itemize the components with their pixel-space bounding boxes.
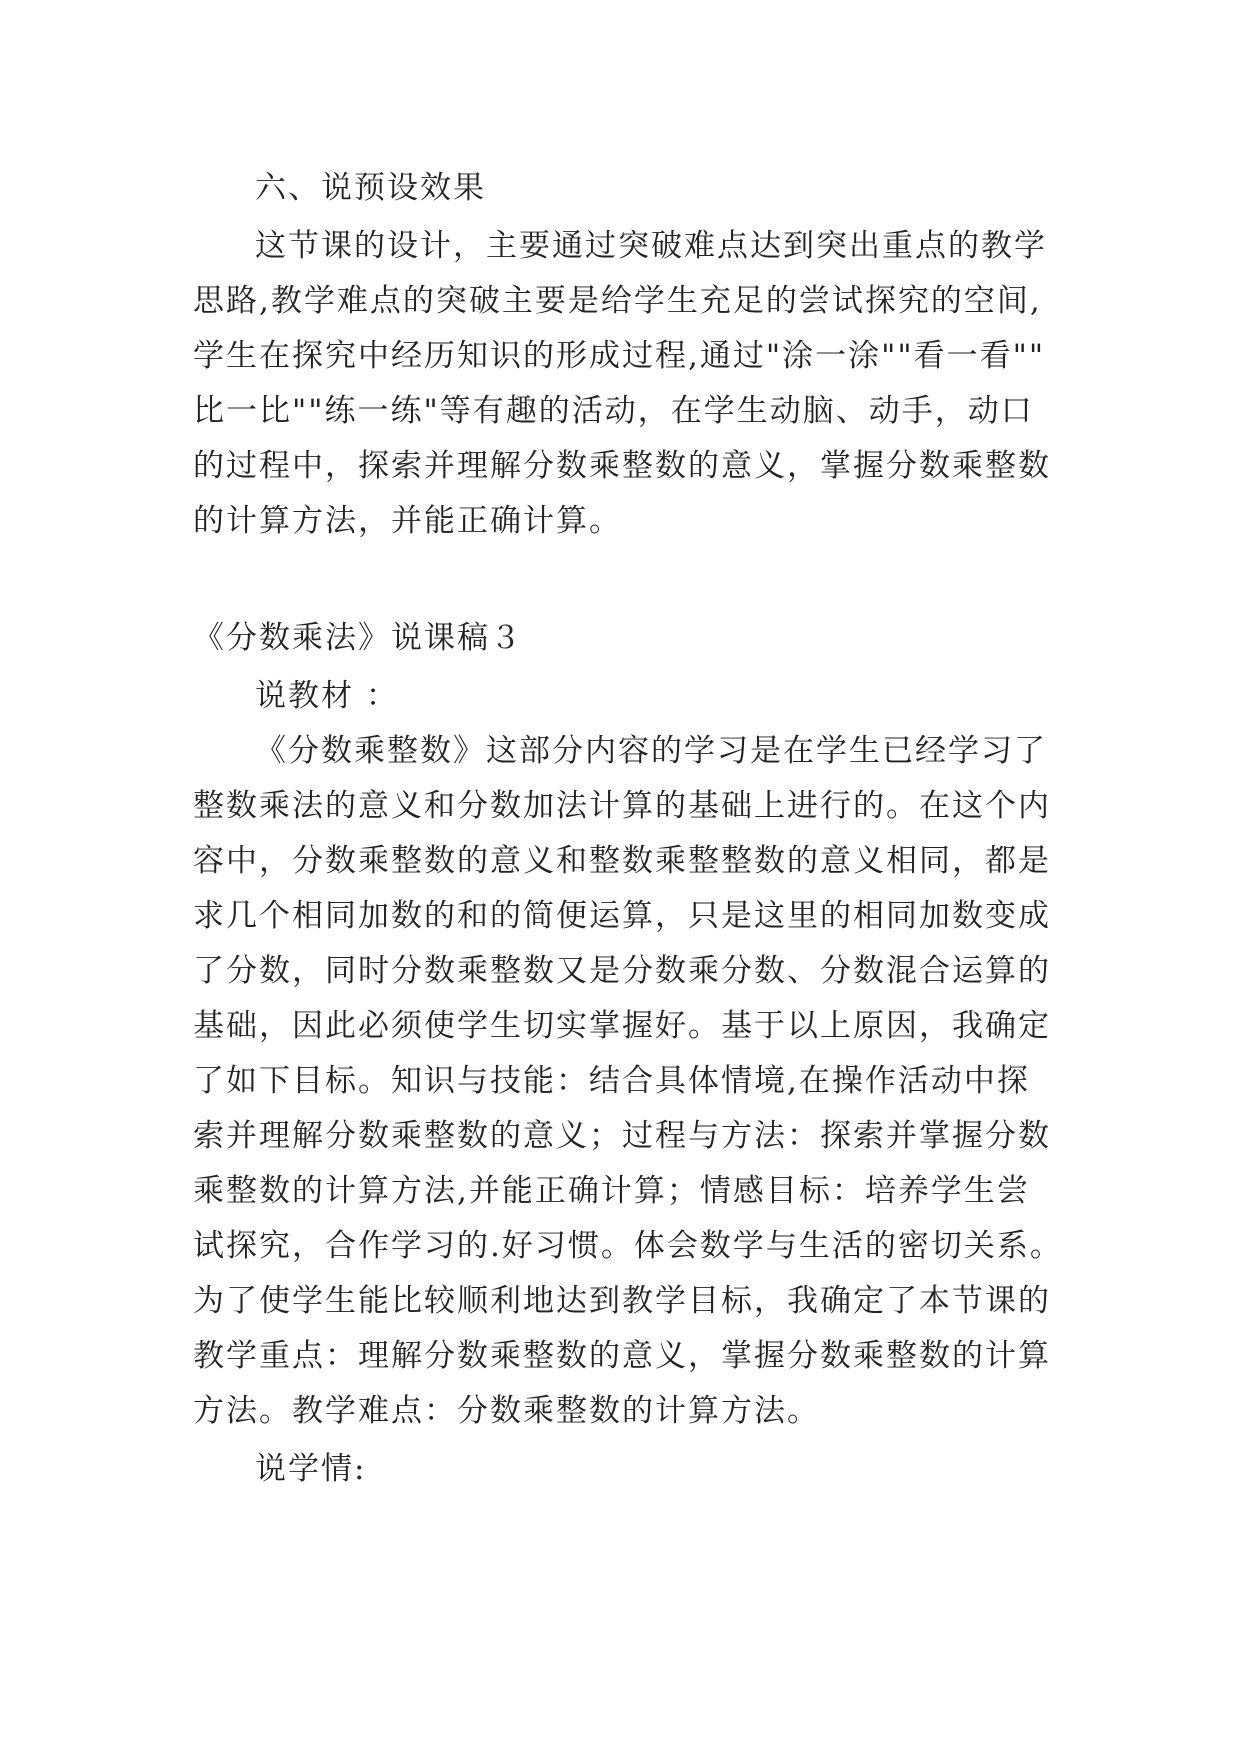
paragraph-line: 整数乘法的意义和分数加法计算的基础上进行的。在这个内 — [193, 788, 1051, 824]
paragraph-line: 的计算方法，并能正确计算。 — [193, 503, 622, 539]
paragraph-line: 思路,教学难点的突破主要是给学生充足的尝试探究的空间, — [193, 283, 1042, 319]
paragraph-line: 《分数乘整数》这部分内容的学习是在学生已经学习了 — [255, 733, 1047, 769]
paragraph-line: 教学重点：理解分数乘整数的意义，掌握分数乘整数的计算 — [193, 1338, 1051, 1374]
paragraph-line: 学生在探究中经历知识的形成过程,通过"涂一涂""看一看"" — [193, 338, 1046, 374]
paragraph-line: 索并理解分数乘整数的意义；过程与方法：探索并掌握分数 — [193, 1118, 1051, 1154]
article-title: 《分数乘法》说课稿３ — [193, 620, 523, 656]
paragraph-line: 基础，因此必须使学生切实掌握好。基于以上原因，我确定 — [193, 1008, 1051, 1044]
paragraph-line: 的过程中，探索并理解分数乘整数的意义，掌握分数乘整数 — [193, 448, 1051, 484]
paragraph-line: 为了使学生能比较顺利地达到教学目标，我确定了本节课的 — [193, 1283, 1051, 1319]
paragraph-line: 了如下目标。知识与技能：结合具体情境,在操作活动中探 — [193, 1063, 1030, 1099]
subheading: 说教材 ： — [255, 678, 399, 714]
paragraph-line: 了分数，同时分数乘整数又是分数乘分数、分数混合运算的 — [193, 953, 1051, 989]
paragraph-line: 这节课的设计，主要通过突破难点达到突出重点的教学 — [255, 228, 1047, 264]
paragraph-line: 容中，分数乘整数的意义和整数乘整整数的意义相同，都是 — [193, 843, 1051, 879]
paragraph-line: 比一比""练一练"等有趣的活动，在学生动脑、动手，动口 — [193, 393, 1034, 429]
paragraph-line: 求几个相同加数的和的简便运算，只是这里的相同加数变成 — [193, 898, 1051, 934]
section-heading: 六、说预设效果 — [255, 170, 486, 206]
paragraph-line: 方法。教学难点：分数乘整数的计算方法。 — [193, 1393, 820, 1429]
subheading: 说学情: — [255, 1451, 367, 1487]
paragraph-line: 乘整数的计算方法,并能正确计算；情感目标：培养学生尝 — [193, 1173, 1030, 1209]
paragraph-line: 试探究，合作学习的.好习惯。体会数学与生活的密切关系。 — [193, 1228, 1063, 1264]
